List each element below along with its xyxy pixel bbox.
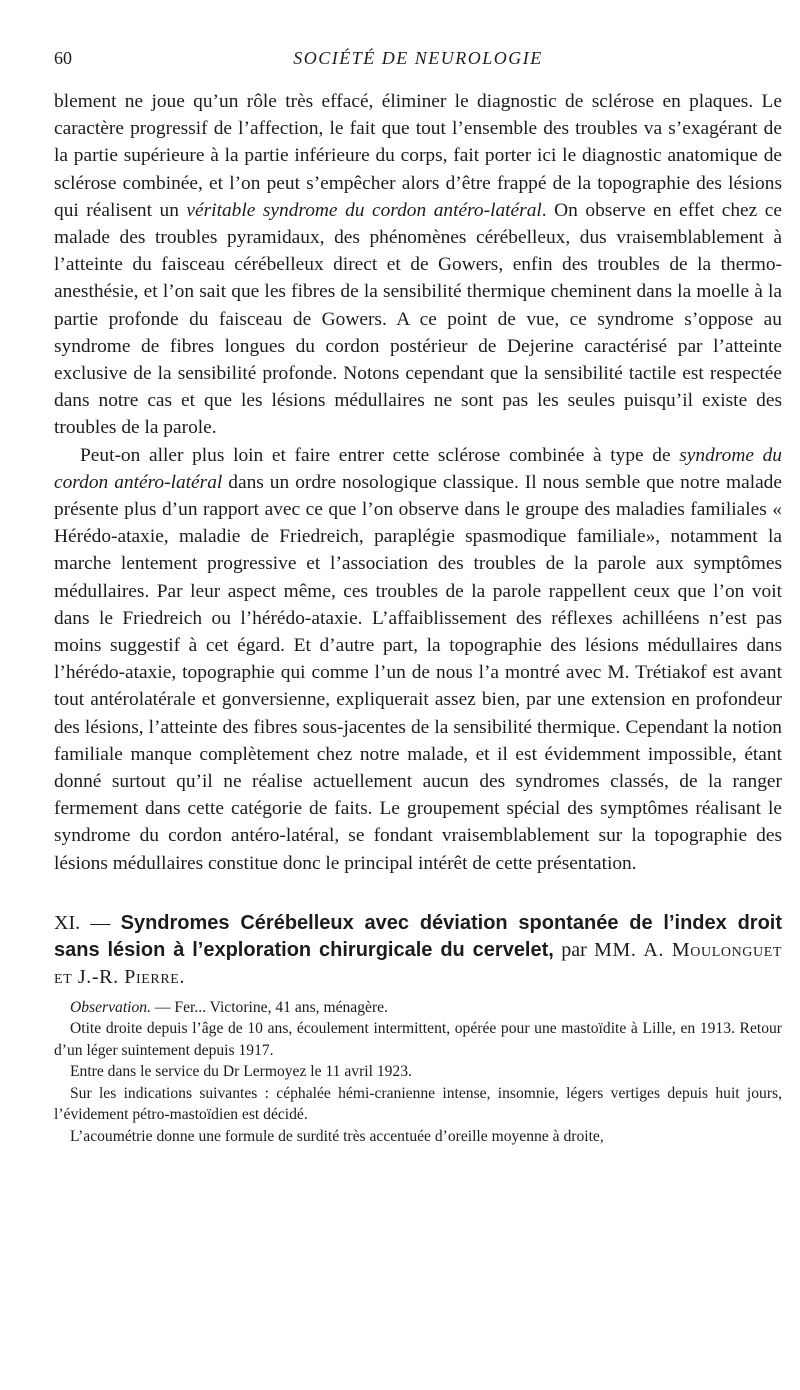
section-heading: [54, 910, 782, 991]
paragraph-text: blement ne joue qu’un rôle très effacé, éliminer le diagnostic de sclérose en plaques. Le caractère progressif de l’affection, le fait que tout l’ensemble des troubles va s’exagérant de la partie supérieure à la partie inférieure du corps, fait porter ici le diagnostic anatomique de sclérose combinée, et l’on peut s’empêcher alors d’être frappé de la topographie des lésions qui réalisent un: [54, 91, 782, 221]
paragraph: [54, 442, 782, 877]
section-number: XI. —: [54, 911, 111, 934]
authors-by: par: [561, 938, 587, 961]
section: [54, 910, 782, 1148]
body-text: [54, 88, 782, 877]
paragraph: [54, 88, 782, 442]
page-number: 60: [54, 48, 72, 68]
page-header: [54, 48, 782, 88]
paragraph-text: dans un ordre nosologique classique. Il nous semble que notre malade présente plus d’un rapport avec ce que l’on observe dans le groupe des maladies familiales « Hérédo-ataxie, maladie de Friedreich, paraplégie spasmodique familiale», notamment la marche lentement progressive et l’association des troubles de la parole aux symptômes médullaires. Par leur aspect même, ces troubles de la parole rappellent ceux que l’on voit dans le Friedreich ou l’hérédo-ataxie. L’affaiblissement des réflexes achilléens n’est pas moins suggestif à cet égard. Et d’autre part, la topographie des lésions médullaires dans l’hérédo-ataxie, topographie qui comme l’un de nous l’a montré avec M. Trétiakof est avant tout antérolatérale et gonversienne, expliquerait assez bien, par une extension en profondeur des lésions, l’atteinte des fibres sous-jacentes de la sensibilité thermique. Cependant la notion familiale manque complètement chez notre malade, et il est évidemment impossible, étant donné surtout qu’il ne réalise actuellement aucun des syndromes classés, de la ranger fermement dans cette catégorie de faits. Le groupement spécial des symptômes réalisant le syndrome du cordon antéro-latéral, se fondant vraisemblablement sur la topographie des lésions médullaires constitue donc le principal intérêt de cette présentation.: [54, 471, 782, 874]
italic-term: véritable syndrome du cordon antéro-latéral: [186, 199, 542, 221]
paragraph-text: . On observe en effet chez ce malade des troubles pyramidaux, des phénomènes cérébelleux, dus vraisemblablement à l’atteinte du faisceau cérébelleux direct et de Gowers, enfin des troubles de la thermo-anesthésie, et l’on sait que les fibres de la sensibilité thermique cheminent dans la moelle à la partie profonde du faisceau de Gowers. A ce point de vue, ce syndrome s’oppose au syndrome de fibres longues du cordon postérieur de Dejerine caractérisé par l’atteinte exclusive de la sensibilité profonde. Notons cependant que la sensibilité tactile est respectée dans notre cas et que les lésions médullaires ne sont pas les seules puisqu’il existe des troubles de la parole.: [54, 199, 782, 439]
observation-paragraph: Sur les indications suivantes : céphalée hémi-cranienne intense, insomnie, légers vertiges depuis huit jours, l’évidement pétro-mastoïdien est décidé.: [54, 1084, 782, 1124]
observation-label: Observation.: [70, 998, 151, 1016]
observation-paragraph: Entre dans le service du Dr Lermoyez le 11 avril 1923.: [70, 1063, 412, 1081]
observation-text: — Fer... Victorine, 41 ans, ménagère.: [151, 998, 388, 1016]
paragraph-text: Peut-on aller plus loin et faire entrer cette sclérose combinée à type de: [80, 444, 680, 466]
section-title: Syndromes Cérébelleux avec déviation spontanée de l’index droit sans lésion à l’exploration chirurgicale du cervelet,: [54, 911, 782, 961]
page: [54, 48, 782, 1147]
observation-line: [54, 997, 782, 1019]
observation-block: [54, 997, 782, 1148]
authors: MM. A. Moulonguet et J.-R. Pierre.: [54, 938, 783, 988]
running-head: SOCIÉTÉ DE NEUROLOGIE: [293, 48, 543, 68]
italic-term: syndrome du cordon antéro-latéral: [54, 444, 782, 493]
observation-paragraph: L’acoumétrie donne une formule de surdité très accentuée d’oreille moyenne à droite,: [70, 1127, 604, 1145]
observation-paragraph: Otite droite depuis l’âge de 10 ans, écoulement intermittent, opérée pour une mastoïdite à Lille, en 1913. Retour d’un léger suintement depuis 1917.: [54, 1020, 782, 1059]
